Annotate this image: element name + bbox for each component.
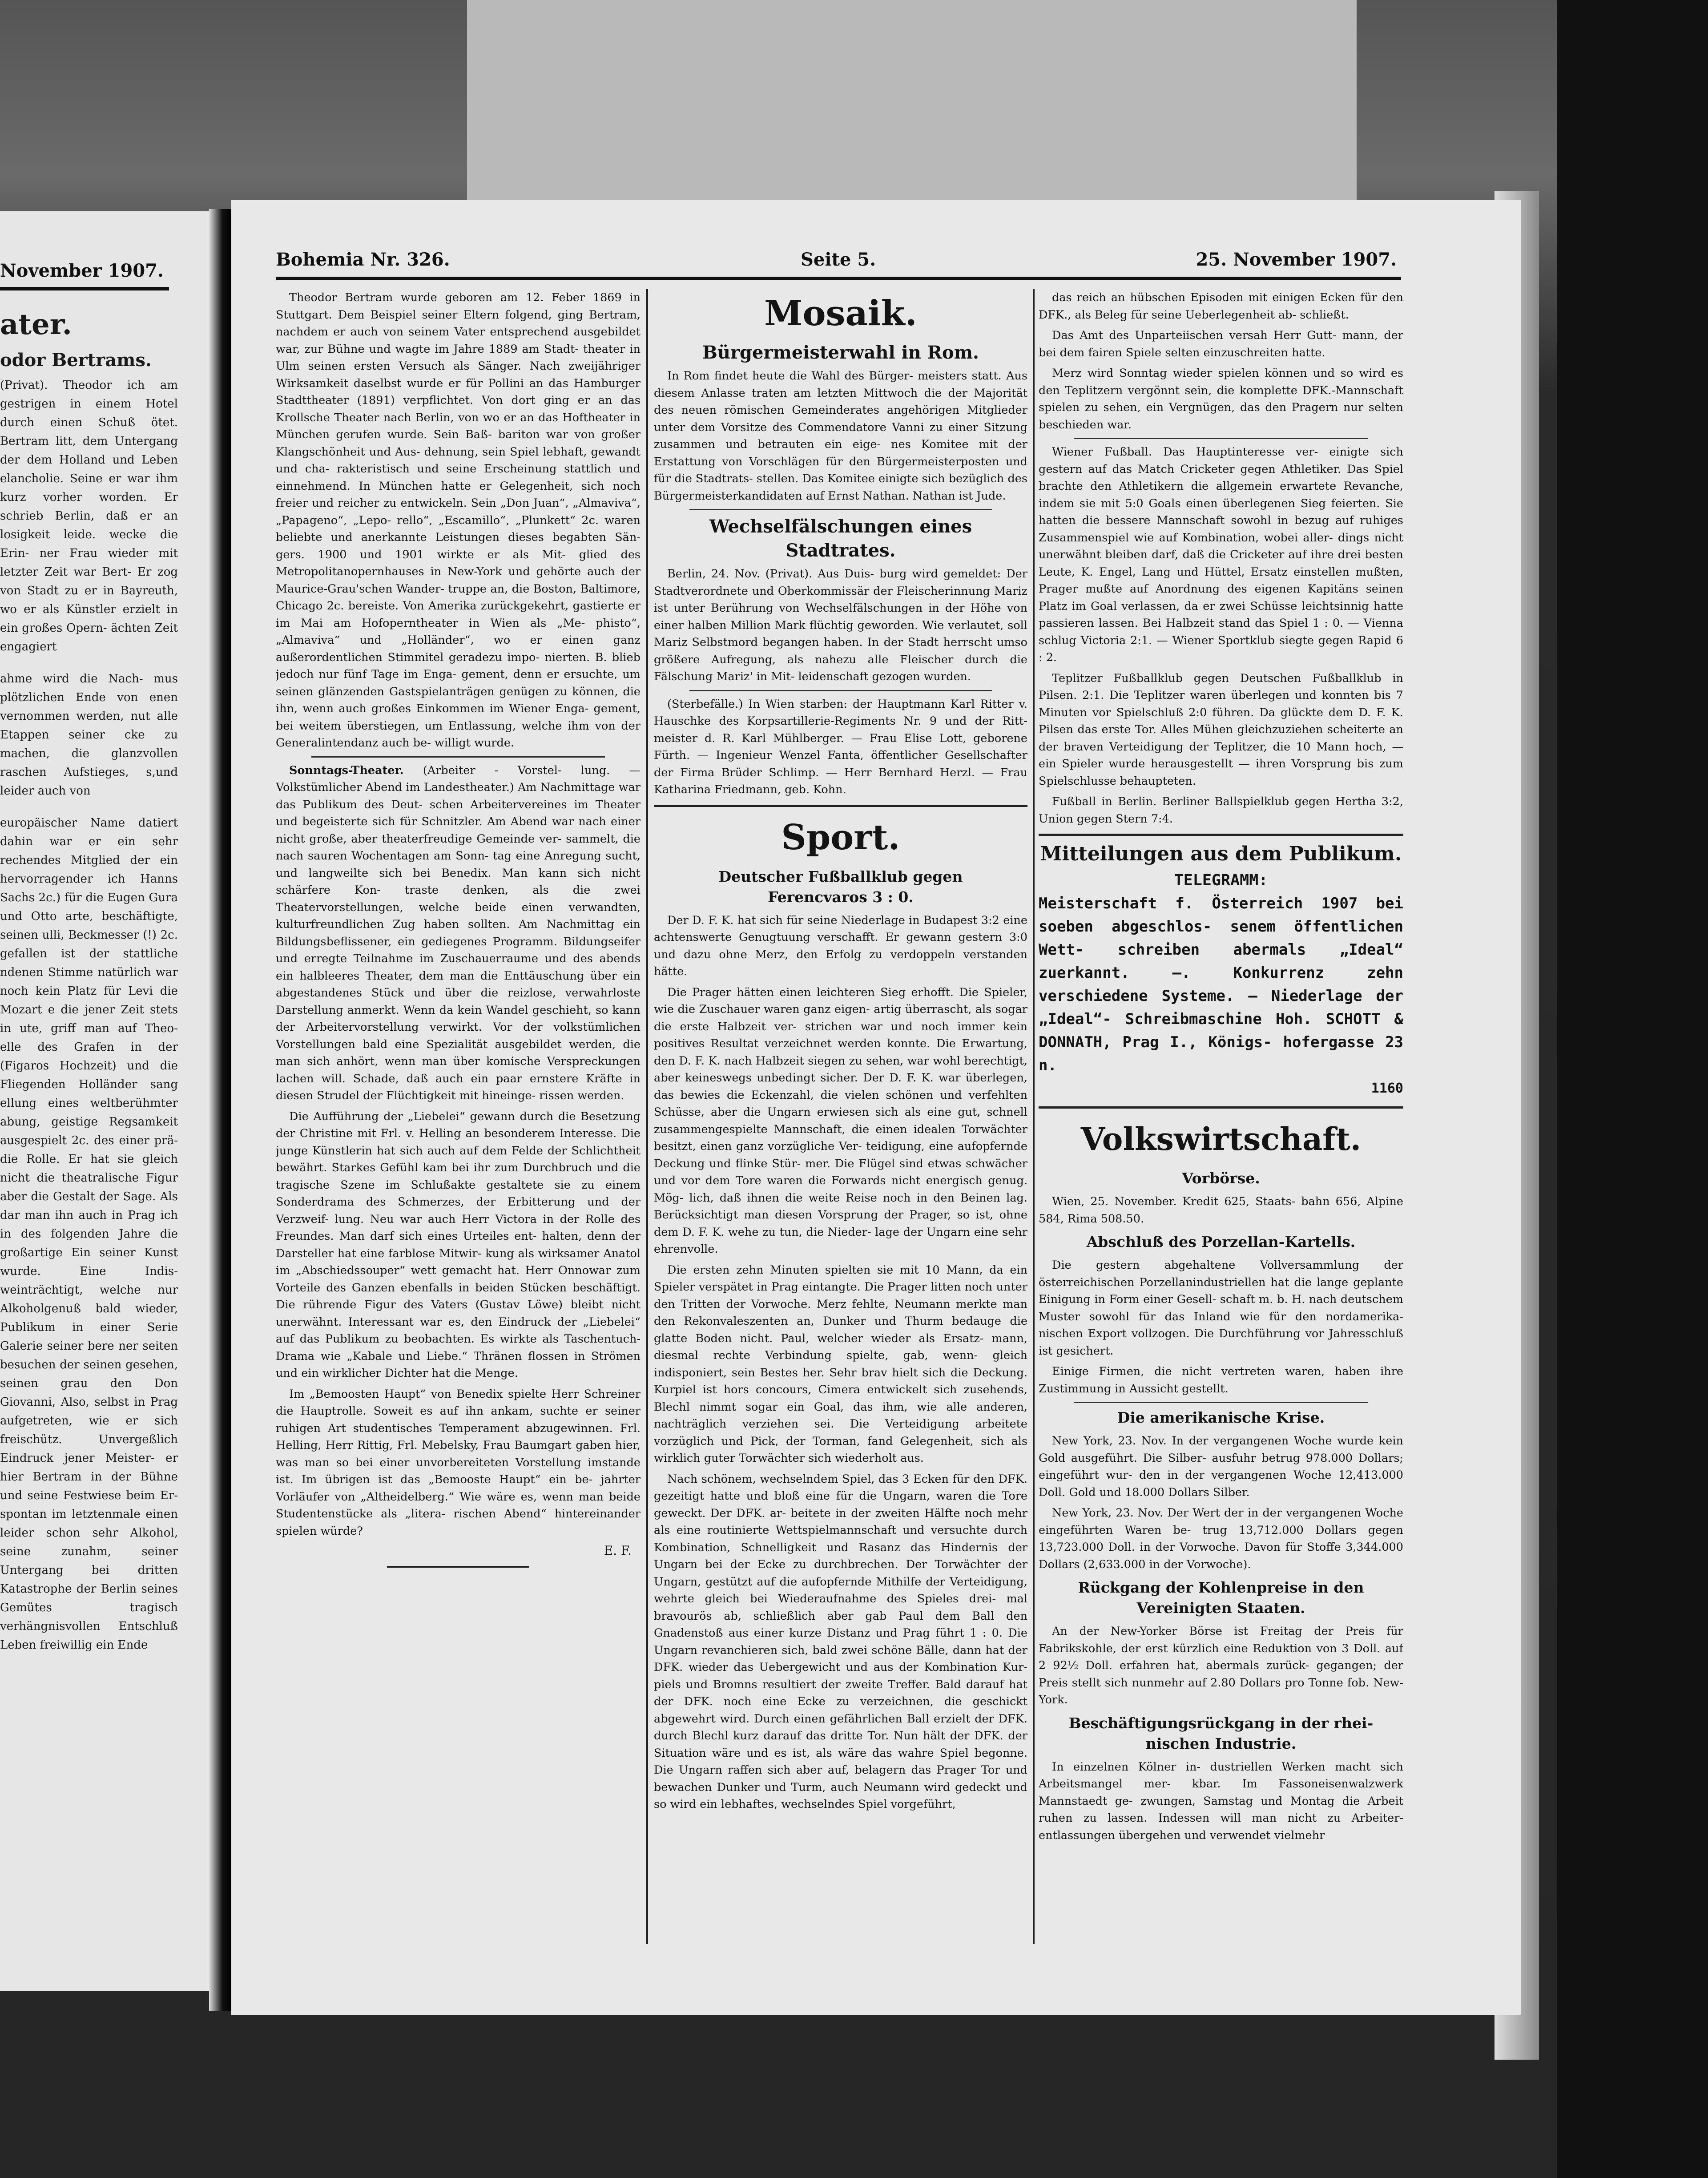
krise-paragraph: New York, 23. Nov. Der Wert der in der vergangenen Woche eingeführten Waren be- trug 13,712.000 Dollars gegen 13,723.000 Doll. in der Vorwoche. Davon für Stoffe 3,344.000 Dollars (2,633.000 in der Vorwoche).: [1039, 1506, 1403, 1571]
vorboerse-body: Wien, 25. November. Kredit 625, Staats- bahn 656, Alpine 584, Rima 508.50.: [1039, 1195, 1403, 1226]
fussball-paragraph: Wiener Fußball. Das Hauptinteresse ver- einigte sich gestern auf das Match Cricketer gegen Athletiker. Das Spiel brachte den Athletikern die allgemein erwartete Revanche, indem sie mit 5:0 Goals einen überlegenen Sieg feierten. Sie hatten die bessere Mannschaft sowohl in bezug auf ruhiges Zusammenspiel wie auf Kombination, wobei aller- dings nicht unerwähnt bleiben darf, daß die Cricketer auf ihre drei besten Leute, K. Engel, Lang und Hüttel, Ersatz einstellen mußten, Prager mußte auf Anordnung des eigenen Kapitäns seinen Platz im Goal verlassen, da er zwei Schüsse leichtsinnig hatte passieren lassen. Bei Halbzeit stand das Spiel 1 : 0. — Vienna schlug Victoria 2:1. — Wiener Sportklub siegte gegen Rapid 6 : 2.: [1039, 445, 1403, 664]
krise-title: Die amerikanische Krise.: [1117, 1409, 1325, 1426]
volkswirtschaft-heading: Volkswirtschaft.: [1080, 1121, 1362, 1158]
left-page-fragment-text: ahme wird die Nach- mus plötzlichen Ende von enen vernommen werden, nut alle Etappen seiner cke zu machen, die glanzvollen raschen Aufstieges, s,und leider auch von: [0, 672, 178, 798]
left-page-fragment-text: (Privat). Theodor ich am gestrigen in einem Hotel durch einen Schuß ötet. Bertram litt, dem Untergang der dem Holland und Leben elancholie. Seine er war ihm kurz vorher worden. Er schrieb Berlin, daß er an losigkeit leide. wecke die Erin- ner Frau wieder mit letzter Zeit war Bert- Er zog von Stadt zu er in Bayreuth, wo er als Künstler erzielt in ein großes Opern- ächten Zeit engagiert: [0, 379, 178, 653]
fussball-news: [1039, 444, 1403, 827]
kartell-title: Abschluß des Porzellan-Kartells.: [1086, 1233, 1356, 1250]
left-page-fragment-text: europäischer Name datiert dahin war er ein sehr rechendes Mitglied der ein hervorragender ich Hanns Sachs 2c.) für die Eugen Gura und Otto arte, beschäftigte, seinen ulli, Beckmesser (!) 2c. gefallen ist der stattliche ndenen Stimme natürlich war noch kein Platz für Levi die Mozart e die jener Zeit stets in ute, griff man auf Theo- elle des Grafen in der (Figaros Hochzeit) und die Fliegenden Holländer sang ellung eines weltberühmter abung, geistige Regsamkeit ausgespielt 2c. des einer prä- die Rolle. Er hat sie gleich nicht die theatralische Figur aber die Gestalt der Sage. Als dar man ihn auch in Prag ich in des folgenden Jahre die großartige Ein seiner Kunst wurde. Eine Indis- weinträchtigt, welche nur Alkoholgenuß bald wieder, Publikum in einer Serie Galerie seiner bere ner seiten besuchen der seinen gesehen, seinen grau den Don Giovanni, Also, selbst in Prag aufgetreten, wie er sich freischütz. Unvergeßlich Eindruck jener Meister- er hier Bertram in der Bühne und seine Festwiese beim Er- spontan im letztenmale einen leider schon sehr Alkohol, seine zunahm, seiner Untergang bei dritten Katastrophe der Berlin seines Gemütes tragisch verhängnisvollen Entschluß Leben freiwillig ein Ende: [0, 816, 178, 1652]
scan-background-dark-edge: [1557, 0, 1708, 2178]
end-rule: [387, 1566, 529, 1568]
stadtrat-article-title: Wechselfälschungen eines Stadtrates.: [709, 516, 972, 561]
section-rule: [1039, 834, 1403, 836]
stadtrat-article-body: Berlin, 24. Nov. (Privat). Aus Duis- burg wird gemeldet: Der Stadtverordnete und Oberkommissär der Fleischerinnung Mariz ist unter Berührung von Wechselfälschungen in der Höhe von einer halben Million Mark flüchtig geworden. Wie verlautet, soll Mariz Selbstmord begangen haben. In der Stadt herrscht umso größere Aufregung, als nahezu alle Fleischer durch die Fälschung Mariz' in Mit- leidenschaft gezogen wurden.: [654, 567, 1027, 683]
header-page-number: Seite 5.: [801, 249, 876, 270]
fussball-paragraph: Fußball in Berlin. Berliner Ballspielklub gegen Hertha 3:2, Union gegen Stern 7:4.: [1039, 795, 1403, 826]
left-page-header-rule: [0, 287, 169, 290]
left-page-fragment-sub: odor Bertrams.: [0, 350, 152, 371]
bertram-paragraph: Theodor Bertram wurde geboren am 12. Feber 1869 in Stuttgart. Dem Beispiel seiner Eltern folgend, ging Bertram, nachdem er auch von seinem Vater entsprechend ausgebildet war, zur Bühne und wagte im Jahre 1889 am Stadt- theater in Ulm seinen ersten Versuch als Sänger. Nach zweijähriger Wirksamkeit daselbst wurde er für Pollini an das Hamburger Stadttheater (1891) verpflichtet. Von dort ging er an das Krollsche Theater nach Berlin, von wo er an das Hoftheater in München gerufen wurde. Sein Baß- bariton war von großer Klangschönheit und Aus- dehnung, sein Spiel lebhaft, gewandt und cha- rakteristisch und seine Erscheinung stattlich und einnehmend. In München hatte er Gelegenheit, sich noch freier und reicher zu entwickeln. Sein „Don Juan“, „Almaviva“, „Papageno“, „Lepo- rello“, „Escamillo“, „Plunkett“ 2c. waren beliebte und anerkannte Leistungen dieses begabten Sän- gers. 1900 und 1901 wirkte er als Mit- glied des Metropolitanopernhauses in New-York und gehörte auch der Maurice-Grau'schen Wander- truppe an, die Boston, Baltimore, Chicago 2c. bereiste. Von Amerika zurückgekehrt, gastierte er im Mai am Hofoperntheater in Wien als „Me- phisto“, „Almaviva“ und „Holländer“, wo er einen ganz außerordentlichen Stimmitel geradezu impo- nierten. B. blieb jedoch nur fünf Tage im Enga- gement, denn er ersuchte, um seinen glänzenden Gastspielanträgen genügen zu können, die ihn, wenn auch großes Einkommen im Wiener Enga- gement, bei weitem überstiegen, um Entlassung, welche ihm von der Generalintendanz auch be- willigt wurde.: [276, 291, 640, 750]
article-rule: [1074, 438, 1368, 439]
page-header: [276, 249, 1397, 276]
dfk-paragraph: Die Prager hätten einen leichteren Sieg erhofft. Die Spieler, wie die Zuschauer waren ganz eigen- artig überrascht, als sogar die erste Halbzeit ver- strichen war und noch immer kein positives Resultat verzeichnet werden konnte. Die Erwartung, den D. F. K. nach Halbzeit siegen zu sehen, war wohl berechtigt, aber keineswegs unbedingt sicher. Der D. F. K. war überlegen, das bewies die Eckenzahl, die vielen schönen und verfehlten Schüsse, aber die Ungarn erwiesen sich als eine gut, schnell zusammengespielte Mannschaft, die einen idealen Torwächter besitzt, einen ganz vorzügliche Ver- teidigung, eine aufopfernde Deckung und flinke Stür- mer. Die Flügel sind etwas schwächer und vor dem Tore waren die Forwards nicht energisch genug. Mög- lich, daß ihnen die weite Reise noch in den Beinen lag. Berücksichtigt man diesen Vorsprung der Prager, so ist, ohne dem D. F. K. wehe zu tun, die Nieder- lage der Ungarn eine sehr ehrenvolle.: [654, 985, 1027, 1256]
left-page-fragment-big: ater.: [0, 308, 72, 341]
telegram-body: Meisterschaft f. Österreich 1907 bei soeben abgeschlos- senem öffentlichen Wett- schreiben abermals „Ideal“ zuerkannt. —. Konkurrenz zehn verschiedene Systeme. — Niederlage der „Ideal“- Schreibmaschine Hoh. SCHOTT & DONNATH, Prag I., Königs- hofergasse 23 n.: [1039, 895, 1403, 1074]
rom-article-title: Bürgermeisterwahl in Rom.: [702, 342, 979, 363]
book-spine: [209, 209, 231, 2011]
dfk-continuation-paragraph: das reich an hübschen Episoden mit einigen Ecken für den DFK., als Beleg für seine Ueberlegenheit ab- schließt.: [1039, 291, 1403, 322]
column-3: [1039, 289, 1403, 1980]
dfk-continuation-paragraph: Das Amt des Unparteiischen versah Herr Gutt- mann, der bei dem fairen Spiele selten einzuschreiten hatte.: [1039, 329, 1403, 359]
column-divider-1: [646, 289, 648, 1944]
rom-article-body: In Rom findet heute die Wahl des Bürger- meisters statt. Aus diesem Anlasse traten am letzten Mittwoch die der Majorität des neuen römischen Gemeinderates angehörigen Mitglieder unter dem Vorsitze des Commendatore Vanni zu einer Sitzung zusammen und betrauten ein eige- nes Komitee mit der Erstattung von Vorschlägen für den Bürgermeisterposten und für die Stadtrats- stellen. Das Komitee einigte sich bezüglich des Bürgermeisterkandidaten auf Ernst Nathan. Nathan ist Jude.: [654, 369, 1027, 503]
beschaeftigung-title: Beschäftigungsrückgang in der rhei- nischen Industrie.: [1068, 1714, 1374, 1752]
article-rule: [1074, 1402, 1368, 1403]
dfk-article-score: Ferencvaros 3 : 0.: [768, 888, 914, 906]
ideal-typewriter-advert: [1039, 869, 1403, 1100]
dfk-paragraph: Nach schönem, wechselndem Spiel, das 3 Ecken für den DFK. gezeitigt hatte und bloß eine für die Ungarn, waren die Tore geweckt. Der DFK. ar- beitete in der zweiten Hälfte noch mehr als eine routinierte Wettspielmannschaft und versuchte durch Kombination, Schnelligkeit und Rasanz das Hindernis der Ungarn bei der Ecke zu durchbrechen. Der Torwächter der Ungarn, gestützt auf die aufopfernde Mithilfe der Verteidigung, wehrte gleich bei Wiederaufnahme des Spieles drei- mal bravourös ab, schließlich aber gab Paul dem Ball den Gnadenstoß aus einer kurze Distanz und Prag führt 1 : 0. Die Ungarn revanchieren sich, bald zwei schöne Bälle, dann hat der DFK. wieder das Uebergewicht und aus der Kombination Kur- piels und Bromns resultiert der zweite Treffer. Bald darauf hat der DFK. noch eine Ecke zu verzeichnen, die geschickt abgewehrt wird. Durch einen gefährlichen Ball erzielt der DFK. durch Blechl kurz darauf das dritte Tor. Nun hält der DFK. der Situation wäre und es ist, als wäre das wahre Spiel begonne. Die Ungarn raffen sich aber auf, belagern das Prager Tor und bewachen Dunker und Turm, auch Neumann wird gedeckt und so wird ein lebhaftes, wechselndes Spiel vorgeführt,: [654, 1472, 1027, 1811]
author-signature: E. F.: [604, 1543, 632, 1558]
dfk-paragraph: Der D. F. K. hat sich für seine Niederlage in Budapest 3:2 eine achtenswerte Genugtuung verschafft. Er gewann gestern 3:0 und dazu ohne Merz, den Erfolg zu verdoppeln verstanden hätte.: [654, 913, 1027, 978]
kartell-paragraph: Einige Firmen, die nicht vertreten waren, haben ihre Zustimmung in Aussicht gestellt.: [1039, 1365, 1403, 1396]
article-rule: [689, 509, 992, 510]
header-date: 25. November 1907.: [1196, 249, 1397, 270]
section-rule: [311, 756, 605, 758]
left-page-column: [0, 305, 178, 1906]
kohlen-body: An der New-Yorker Börse ist Freitag der Preis für Fabrikskohle, der erst kürzlich eine Reduktion von 3 Doll. auf 2 92½ Doll. erfahren hat, abermals zurück- gegangen; der Preis stellt sich nunmehr auf 2.80 Dollars pro Tonne fob. New-York.: [1039, 1625, 1403, 1706]
sonntags-theater-article: [276, 762, 640, 1105]
mosaik-heading: Mosaik.: [764, 293, 917, 334]
left-page-fragment: [0, 211, 225, 1991]
header-rule: [276, 277, 1401, 280]
sterbefaelle-article: (Sterbefälle.) In Wien starben: der Hauptmann Karl Ritter v. Hauschke des Korpsartillerie-Regiments Nr. 9 und der Ritt- meister d. R. Karl Mühlberger. — Frau Elise Lott, geborene Fürth. — Ingenieur Wenzel Fanta, öffentlicher Gesellschafter der Firma Brüder Schlimp. — Herr Bernhard Herzl. — Frau Katharina Friedmann, geb. Kohn.: [654, 697, 1027, 796]
mitteilungen-heading: Mitteilungen aus dem Publikum.: [1040, 843, 1402, 865]
sonntags-theater-intro: (Arbeiter - Vorstel- lung. — Volkstümlicher Abend im Landestheater.) Am Nachmittage war das Publikum des Deut- schen Arbeitervereines im Theater und begeisterte sich für Schnitzler. Am Abend war nach einer nicht große, aber theaterfreudige Gemeinde ver- sammelt, die nach sauren Wochentagen am Sonn- tag eine Anregung sucht, und langweilte sich bei Benedix. Man kann sich nicht schärfere Kon- traste denken, als die zwei Theatervorstellungen, welche beide einen verwandten, kulturfreundlichen Zug haben sollten. Am Nachmittag ein Bildungsbeflissener, ein gediegenes Programm. Bildungseifer und erregte Teilnahme im Zuschauerraume und des abends ein halbleeres Theater, dem man die Enttäuschung über ein abgestandenes Stück und über die reizlose, verwahrloste Darstellung anmerkt. Wenn da kein Wandel geschieht, so kann der Arbeitervorstellung verwirkt. Vor der volkstümlichen Vorstellungen bald eine Spezialität ausgebildet werden, die man sich anhört, wenn man über komische Verspreckungen lachen will. Schade, daß auch ein paar ernstere Kräfte in diesen Strudel der Flüchtigkeit mit hineinge- rissen werden.: [276, 763, 640, 1102]
dfk-article-body: [654, 912, 1027, 1813]
krise-paragraph: New York, 23. Nov. In der vergangenen Woche wurde kein Gold ausgeführt. Die Silber- ausfuhr betrug 978.000 Dollars; eingeführt wur- den in der vergangenen Woche 12,413.000 Doll. Gold und 18.000 Dollars Silber.: [1039, 1434, 1403, 1499]
column-2: [654, 289, 1027, 1980]
kohlen-title: Rückgang der Kohlenpreise in den Vereinigten Staaten.: [1078, 1579, 1364, 1617]
column-1: [276, 289, 640, 1980]
header-issue: Bohemia Nr. 326.: [276, 249, 450, 270]
bertram-article: [276, 289, 640, 752]
vorboerse-title: Vorbörse.: [1182, 1170, 1260, 1187]
article-rule: [689, 690, 992, 691]
scan-background-light-patch: [467, 0, 1357, 209]
dfk-article-continuation: [1039, 289, 1403, 433]
left-page-header: November 1907.: [0, 260, 164, 281]
fussball-paragraph: Teplitzer Fußballklub gegen Deutschen Fußballklub in Pilsen. 2:1. Die Teplitzer waren überlegen und konnten bis 7 Minuten vor Spielschluß 2:0 führen. Da glückte dem D. F. K. Pilsen das erste Tor. Alles Mühen gleichzuziehen scheiterte an der braven Verteidigung der Teplitzer, die 10 Mann hoch, — ein Spieler wurde herausgestellt — ihren Vorsprung bis zum Spielschlusse behaupteten.: [1039, 671, 1403, 788]
section-rule: [654, 805, 1027, 807]
advert-code: 1160: [1371, 1081, 1403, 1096]
kartell-paragraph: Die gestern abgehaltene Vollversammlung der österreichischen Porzellanindustriellen hat die lange geplante Einigung in Form einer Gesell- schaft m. b. H. nach deutschem Muster sowohl für das Inland wie für den nordamerika- nischen Export vollzogen. Die Durchführung vor Jahresschluß ist gesichert.: [1039, 1258, 1403, 1358]
dfk-continuation-paragraph: Merz wird Sonntag wieder spielen können und so wird es den Teplitzern vergönnt sein, die komplette DFK.-Mannschaft spielen zu sehen, ein Vergnügen, das den Pragern nur selten beschieden war.: [1039, 367, 1403, 432]
sonntags-theater-title: Sonntags-Theater.: [289, 763, 404, 777]
newspaper-page: [231, 200, 1521, 2015]
telegram-heading: TELEGRAMM:: [1174, 871, 1268, 889]
section-rule: [1039, 1106, 1403, 1109]
dfk-paragraph: Die ersten zehn Minuten spielten sie mit 10 Mann, da ein Spieler verspätet in Prag eintangte. Die Prager litten noch unter den Tritten der Vorwoche. Merz fehlte, Neumann merkte man den Rekonvaleszenten an, Dunker und Thurm bedauge die glatte Boden nicht. Paul, welcher wieder als Ersatz- mann, diesmal rechte Verbindung spielte, gab, wenn- gleich indisponiert, sein Bestes her. Sehr brav hielt sich die Deckung. Kurpiel ist hors concours, Cimera entwickelt sich zusehends, Blechl nimmt sogar ein Goal, das ihm, wie alle anderen, nachträglich verziehen sei. Die Verteidigung arbeitete vorzüglich und Pick, der Torman, fand Gelegenheit, sich als wirklich guter Torwächter sich wiederholt aus.: [654, 1263, 1027, 1465]
bemoostes-haupt-paragraph: Im „Bemoosten Haupt“ von Benedix spielte Herr Schreiner die Hauptrolle. Soweit es auf ihn ankam, suchte er seiner ruhigen Art studentisches Temperament abzugewinnen. Frl. Helling, Herr Rittig, Frl. Mebelsky, Frau Baumgart gaben hier, was man so bei einer unvorbereiteten Vorstellung imstande ist. Im übrigen ist das „Bemooste Haupt“ ein be- jahrter Vorläufer von „Altheidelberg.“ Wie wäre es, wenn man beide Studentenstücke als „litera- rischen Abend“ hintereinander spielen würde?: [276, 1387, 640, 1538]
column-divider-2: [1033, 289, 1035, 1944]
beschaeftigung-body: In einzelnen Kölner in- dustriellen Werken macht sich Arbeitsmangel mer- kbar. Im Fassoneisenwalzwerk Mannstaedt ge- zwungen, Samstag und Montag die Arbeit ruhen zu lassen. Indessen will man nicht zu Arbeiter- entlassungen übergehen und verwendet vielmehr: [1039, 1760, 1403, 1842]
liebelei-paragraph: Die Aufführung der „Liebelei“ gewann durch die Besetzung der Christine mit Frl. v. Helling an besonderem Interesse. Die junge Künstlerin hat sich auch auf dem Felde der Schlichtheit bewährt. Starkes Gefühl kam bei ihr zum Durchbruch und die tragische Szene im Schlußakte gestaltete sie zu einem Sonderdrama des Schmerzes, der Erbitterung und der Verzweif- lung. Neu war auch Herr Victora in der Rolle des Freundes. Man darf sich eines Urteiles ent- halten, denn der Darsteller hat eine farblose Mitwir- kung als wirksamer Anatol im „Abschiedssouper“ wett gemacht hat. Herr Onnowar zum Vorteile des Ganzen ebenfalls in beiden Stücken beschäftigt. Die rührende Figur des Vaters (Gustav Löwe) bleibt nicht unerwähnt. Interessant war es, den Eindruck der „Liebelei“ auf das Publikum zu beobachten. Es wirkte als Taschentuch-Drama wie „Kabale und Liebe.“ Thränen flossen in Strömen und ein wirklicher Dichter hat die Menge.: [276, 1109, 640, 1380]
dfk-article-title: Deutscher Fußballklub gegen: [718, 867, 963, 885]
sport-heading: Sport.: [781, 817, 900, 858]
